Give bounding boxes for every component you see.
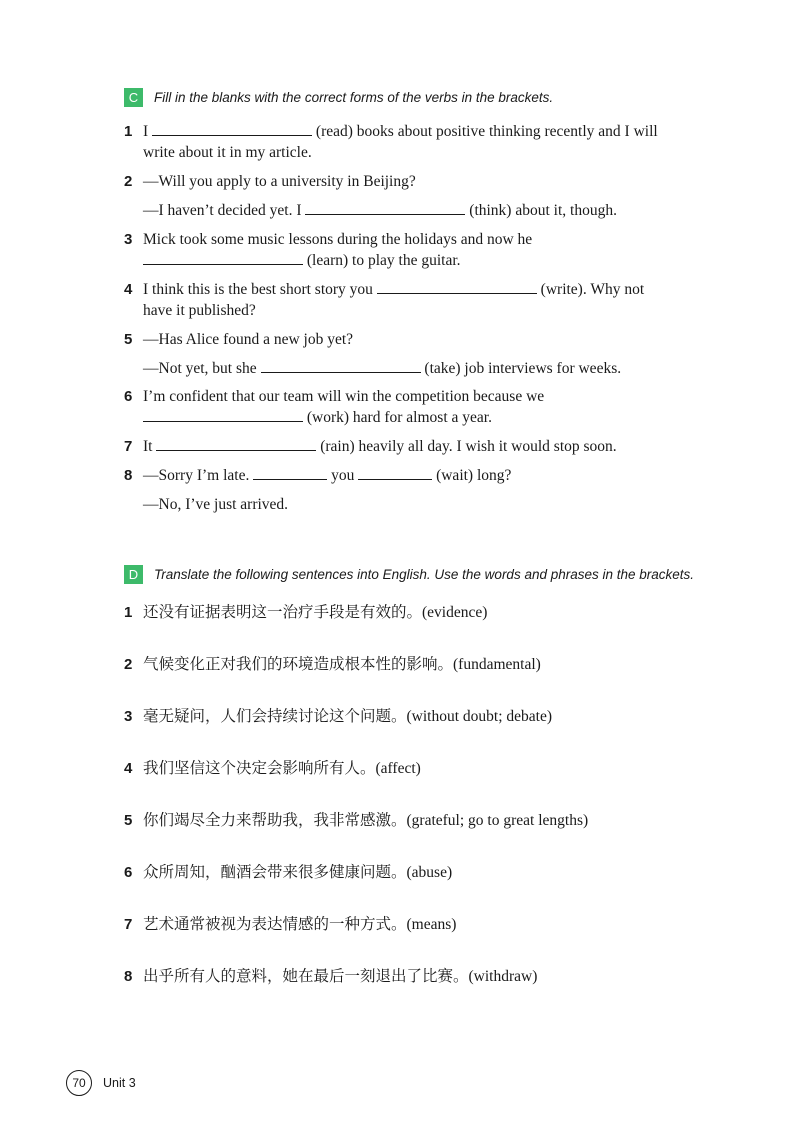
answer-blank[interactable] [152, 121, 312, 136]
exercise-d-item-5 [124, 810, 704, 831]
item-text: It [143, 438, 153, 455]
translation-prompt: 我们坚信这个决定会影响所有人。(affect) [143, 760, 421, 777]
exercise-c-item-6 [124, 386, 704, 428]
translation-prompt: 众所周知，酗酒会带来很多健康问题。(abuse) [143, 864, 453, 881]
item-number: 4 [124, 760, 133, 777]
item-text: (wait) long? [436, 467, 512, 484]
exercise-c-item-5 [124, 329, 704, 379]
exercise-d-item-1 [124, 602, 704, 623]
item-text: have it published? [143, 302, 256, 319]
answer-blank[interactable] [305, 200, 465, 215]
item-text: (work) hard for almost a year. [306, 409, 492, 426]
unit-label: Unit 3 [103, 1076, 136, 1090]
exercise-c-item-8 [124, 465, 704, 515]
exercise-c-item-1 [124, 121, 704, 163]
answer-blank[interactable] [358, 465, 432, 480]
item-number: 7 [124, 438, 133, 455]
translation-prompt: 毫无疑问，人们会持续讨论这个问题。(without doubt; debate) [143, 708, 552, 725]
item-text: (rain) heavily all day. I wish it would stop soon. [320, 438, 617, 455]
item-text: (read) books about positive thinking recently and I will [315, 123, 658, 140]
page-number: 70 [66, 1070, 92, 1096]
item-text: —Sorry I’m late. [143, 467, 250, 484]
item-number: 4 [124, 281, 133, 298]
item-text: —I haven’t decided yet. I [143, 202, 302, 219]
item-text: —Will you apply to a university in Beijing? [143, 173, 416, 190]
item-number: 2 [124, 173, 133, 190]
section-d-instruction: Translate the following sentences into English. Use the words and phrases in the brackets. [154, 566, 695, 582]
exercise-d-item-8 [124, 966, 704, 987]
section-c-instruction: Fill in the blanks with the correct forms of the verbs in the brackets. [154, 89, 554, 105]
item-text: —No, I’ve just arrived. [143, 496, 289, 513]
page-footer [66, 1070, 136, 1096]
item-text: write about it in my article. [143, 144, 312, 161]
item-number: 6 [124, 388, 133, 405]
translation-prompt: 出乎所有人的意料，她在最后一刻退出了比赛。(withdraw) [143, 968, 538, 985]
item-text: I’m confident that our team will win the competition because we [143, 388, 545, 405]
translation-prompt: 艺术通常被视为表达情感的一种方式。(means) [143, 916, 457, 933]
exercise-d-item-4 [124, 758, 704, 779]
answer-blank[interactable] [377, 279, 537, 294]
answer-blank[interactable] [143, 407, 303, 422]
exercise-c-item-7 [124, 436, 704, 457]
item-text: (think) about it, though. [469, 202, 617, 219]
section-c-badge: C [124, 88, 143, 107]
item-number: 5 [124, 331, 133, 348]
answer-blank[interactable] [261, 358, 421, 373]
item-number: 6 [124, 864, 133, 881]
item-number: 3 [124, 708, 133, 725]
item-number: 8 [124, 968, 133, 985]
exercise-c-item-2 [124, 171, 704, 221]
item-number: 3 [124, 231, 133, 248]
section-c-header [124, 87, 553, 107]
exercise-d-item-6 [124, 862, 704, 883]
answer-blank[interactable] [156, 436, 316, 451]
item-text: I think this is the best short story you [143, 281, 373, 298]
translation-prompt: 还没有证据表明这一治疗手段是有效的。(evidence) [143, 604, 488, 621]
item-number: 1 [124, 604, 133, 621]
exercise-d-item-7 [124, 914, 704, 935]
answer-blank[interactable] [143, 250, 303, 265]
item-number: 5 [124, 812, 133, 829]
item-number: 1 [124, 123, 133, 140]
item-text: (write). Why not [540, 281, 645, 298]
exercise-d-item-2 [124, 654, 704, 675]
item-text: (take) job interviews for weeks. [424, 360, 622, 377]
item-number: 8 [124, 467, 133, 484]
exercise-d-item-3 [124, 706, 704, 727]
item-text: I [143, 123, 149, 140]
section-d-header [124, 564, 694, 584]
exercise-c-item-4 [124, 279, 704, 321]
translation-prompt: 你们竭尽全力来帮助我，我非常感激。(grateful; go to great lengths) [143, 812, 589, 829]
item-text: —Has Alice found a new job yet? [143, 331, 354, 348]
item-number: 2 [124, 656, 133, 673]
item-number: 7 [124, 916, 133, 933]
item-text: you [331, 467, 355, 484]
answer-blank[interactable] [253, 465, 327, 480]
exercise-c-item-3 [124, 229, 704, 271]
item-text: (learn) to play the guitar. [306, 252, 461, 269]
item-text: —Not yet, but she [143, 360, 257, 377]
section-d-badge: D [124, 565, 143, 584]
item-text: Mick took some music lessons during the holidays and now he [143, 231, 533, 248]
translation-prompt: 气候变化正对我们的环境造成根本性的影响。(fundamental) [143, 656, 541, 673]
